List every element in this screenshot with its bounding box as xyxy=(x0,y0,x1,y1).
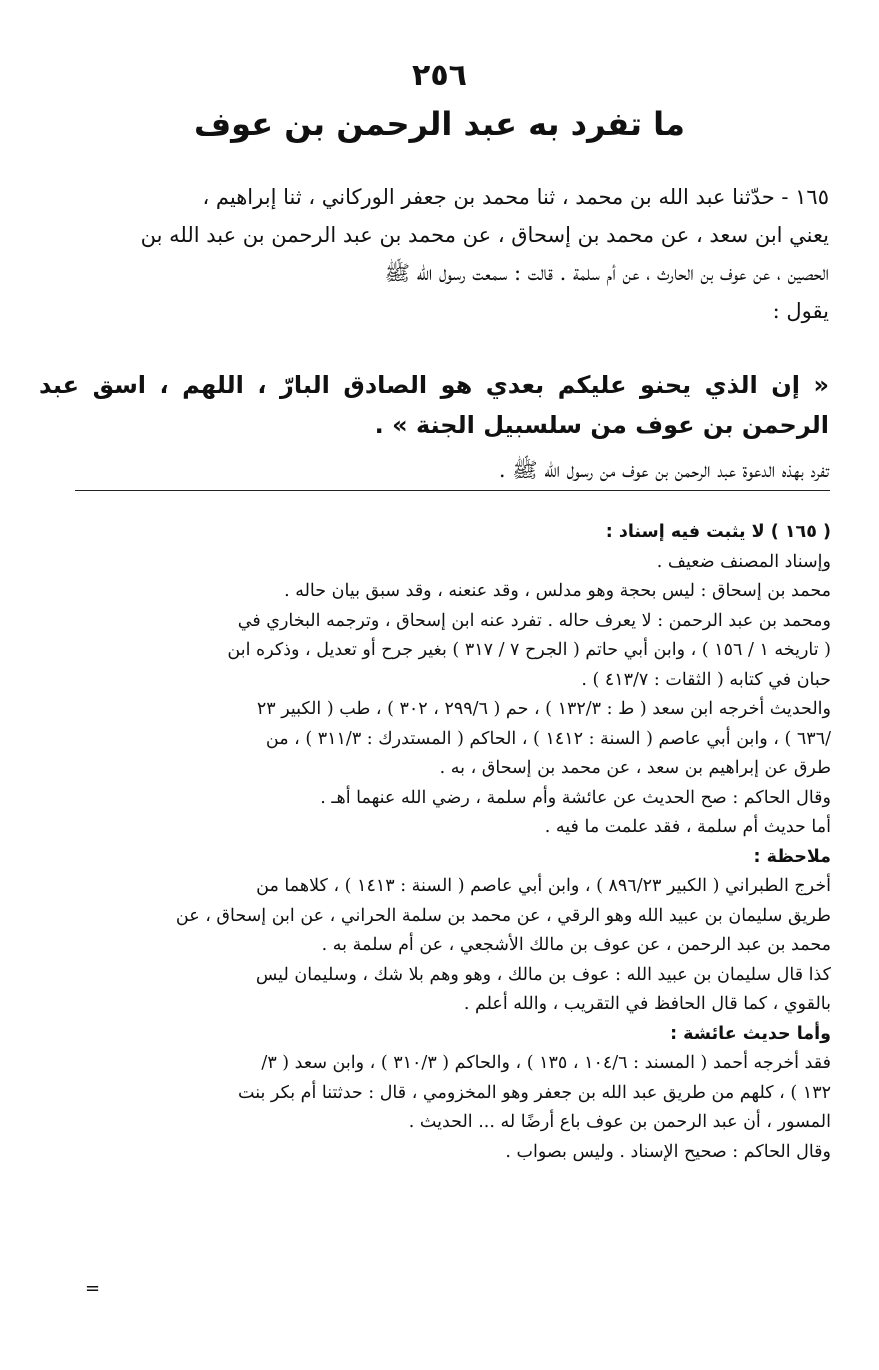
note-line: محمد بن إسحاق : ليس بحجة وهو مدلس ، وقد عنعنه ، وقد سبق بيان حاله . xyxy=(284,581,831,601)
note-line: وقال الحاكم : صحيح الإسناد . وليس بصواب . xyxy=(505,1141,831,1162)
note-line: طرق عن إبراهيم بن سعد ، عن محمد بن إسحاق ، به . xyxy=(439,758,831,778)
note-line: كذا قال سليمان بن عبيد الله : عوف بن مالك ، وهو وهم بلا شك ، وسليمان ليس xyxy=(255,964,831,985)
isnad-paragraph xyxy=(49,178,829,330)
note-line: بالقوي ، كما قال الحافظ في التقريب ، والله أعلم . xyxy=(463,994,831,1014)
note-line: ومحمد بن عبد الرحمن : لا يعرف حاله . تفرد عنه ابن إسحاق ، وترجمه البخاري في xyxy=(237,610,831,631)
isnad-line: يقول : xyxy=(772,299,829,323)
tafarrud-statement: تفرد بهذه الدعوة عبد الرحمن بن عوف من رسول اللّه ﷺ . xyxy=(498,458,829,482)
isnad-line: ١٦٥ - حدّثنا عبد الله بن محمد ، ثنا محمد بن جعفر الوركاني ، ثنا إبراهيم ، xyxy=(202,185,829,209)
footnotes xyxy=(41,518,831,1167)
note-line: وإسناد المصنف ضعيف . xyxy=(656,551,831,572)
note-line: والحديث أخرجه ابن سعد ( ط : ١٣٢/٣ ) ، حم ( ٢٩٩/٦ ، ٣٠٢ ) ، طب ( الكبير ٢٣ xyxy=(256,699,831,719)
note-line: ( تاريخه ١ / ١٥٦ ) ، وابن أبي حاتم ( الجرح ٧ / ٣١٧ ) بغير جرح أو تعديل ، وذكره ابن xyxy=(227,640,831,660)
note-line: ( ١٦٥ ) لا يثبت فيه إسناد : xyxy=(605,522,831,542)
note-line: وأما حديث عائشة : xyxy=(670,1023,831,1044)
continuation-mark: = xyxy=(85,1278,101,1299)
note-line: طريق سليمان بن عبيد الله وهو الرقي ، عن محمد بن سلمة الحراني ، عن ابن إسحاق ، عن xyxy=(175,905,831,926)
note-line: أما حديث أم سلمة ، فقد علمت ما فيه . xyxy=(544,817,831,837)
note-line: ١٣٢ ) ، كلهم من طريق عبد الله بن جعفر وهو المخزومي ، قال : حدثتنا أم بكر بنت xyxy=(238,1082,831,1103)
chapter-title: ما تفرد به عبد الرحمن بن عوف xyxy=(194,105,685,143)
note-line: وقال الحاكم : صح الحديث عن عائشة وأم سلمة ، رضي الله عنهما أهـ . xyxy=(320,787,831,808)
isnad-line: يعني ابن سعد ، عن محمد بن إسحاق ، عن محمد بن عبد الرحمن بن عبد الله بن xyxy=(140,223,829,247)
note-line: /٦٣٦ ) ، وابن أبي عاصم ( السنة : ١٤١٢ ) ، الحاكم ( المستدرك : ٣١١/٣ ) ، من xyxy=(265,728,831,749)
note-line: ملاحظة : xyxy=(753,846,831,867)
note-line: فقد أخرجه أحمد ( المسند : ١٠٤/٦ ، ١٣٥ ) ، والحاكم ( ٣١٠/٣ ) ، وابن سعد ( ٣/ xyxy=(261,1053,831,1073)
note-line: المسور ، أن عبد الرحمن بن عوف باع أرضًا له ... الحديث . xyxy=(408,1112,831,1132)
footnote-divider xyxy=(75,490,830,491)
page-number: ٢٥٦ xyxy=(412,58,467,93)
isnad-line: الحصين ، عن عوف بن الحارث ، عن أم سلمة . قالت : سمعت رسول الله ﷺ xyxy=(384,261,829,285)
note-line: حبان في كتابه ( الثقات : ٤١٣/٧ ) . xyxy=(581,669,831,690)
note-line: محمد بن عبد الرحمن ، عن عوف بن مالك الأشجعي ، عن أم سلمة به . xyxy=(321,935,831,955)
note-line: أخرج الطبراني ( الكبير ٨٩٦/٢٣ ) ، وابن أبي عاصم ( السنة : ١٤١٣ ) ، كلاهما من xyxy=(256,876,831,896)
hadith-text: « إن الذي يحنو عليكم بعدي هو الصادق البارّ ، اللهم ، اسق عبد الرحمن بن عوف من سلسبيل الجنة » . xyxy=(39,371,829,439)
